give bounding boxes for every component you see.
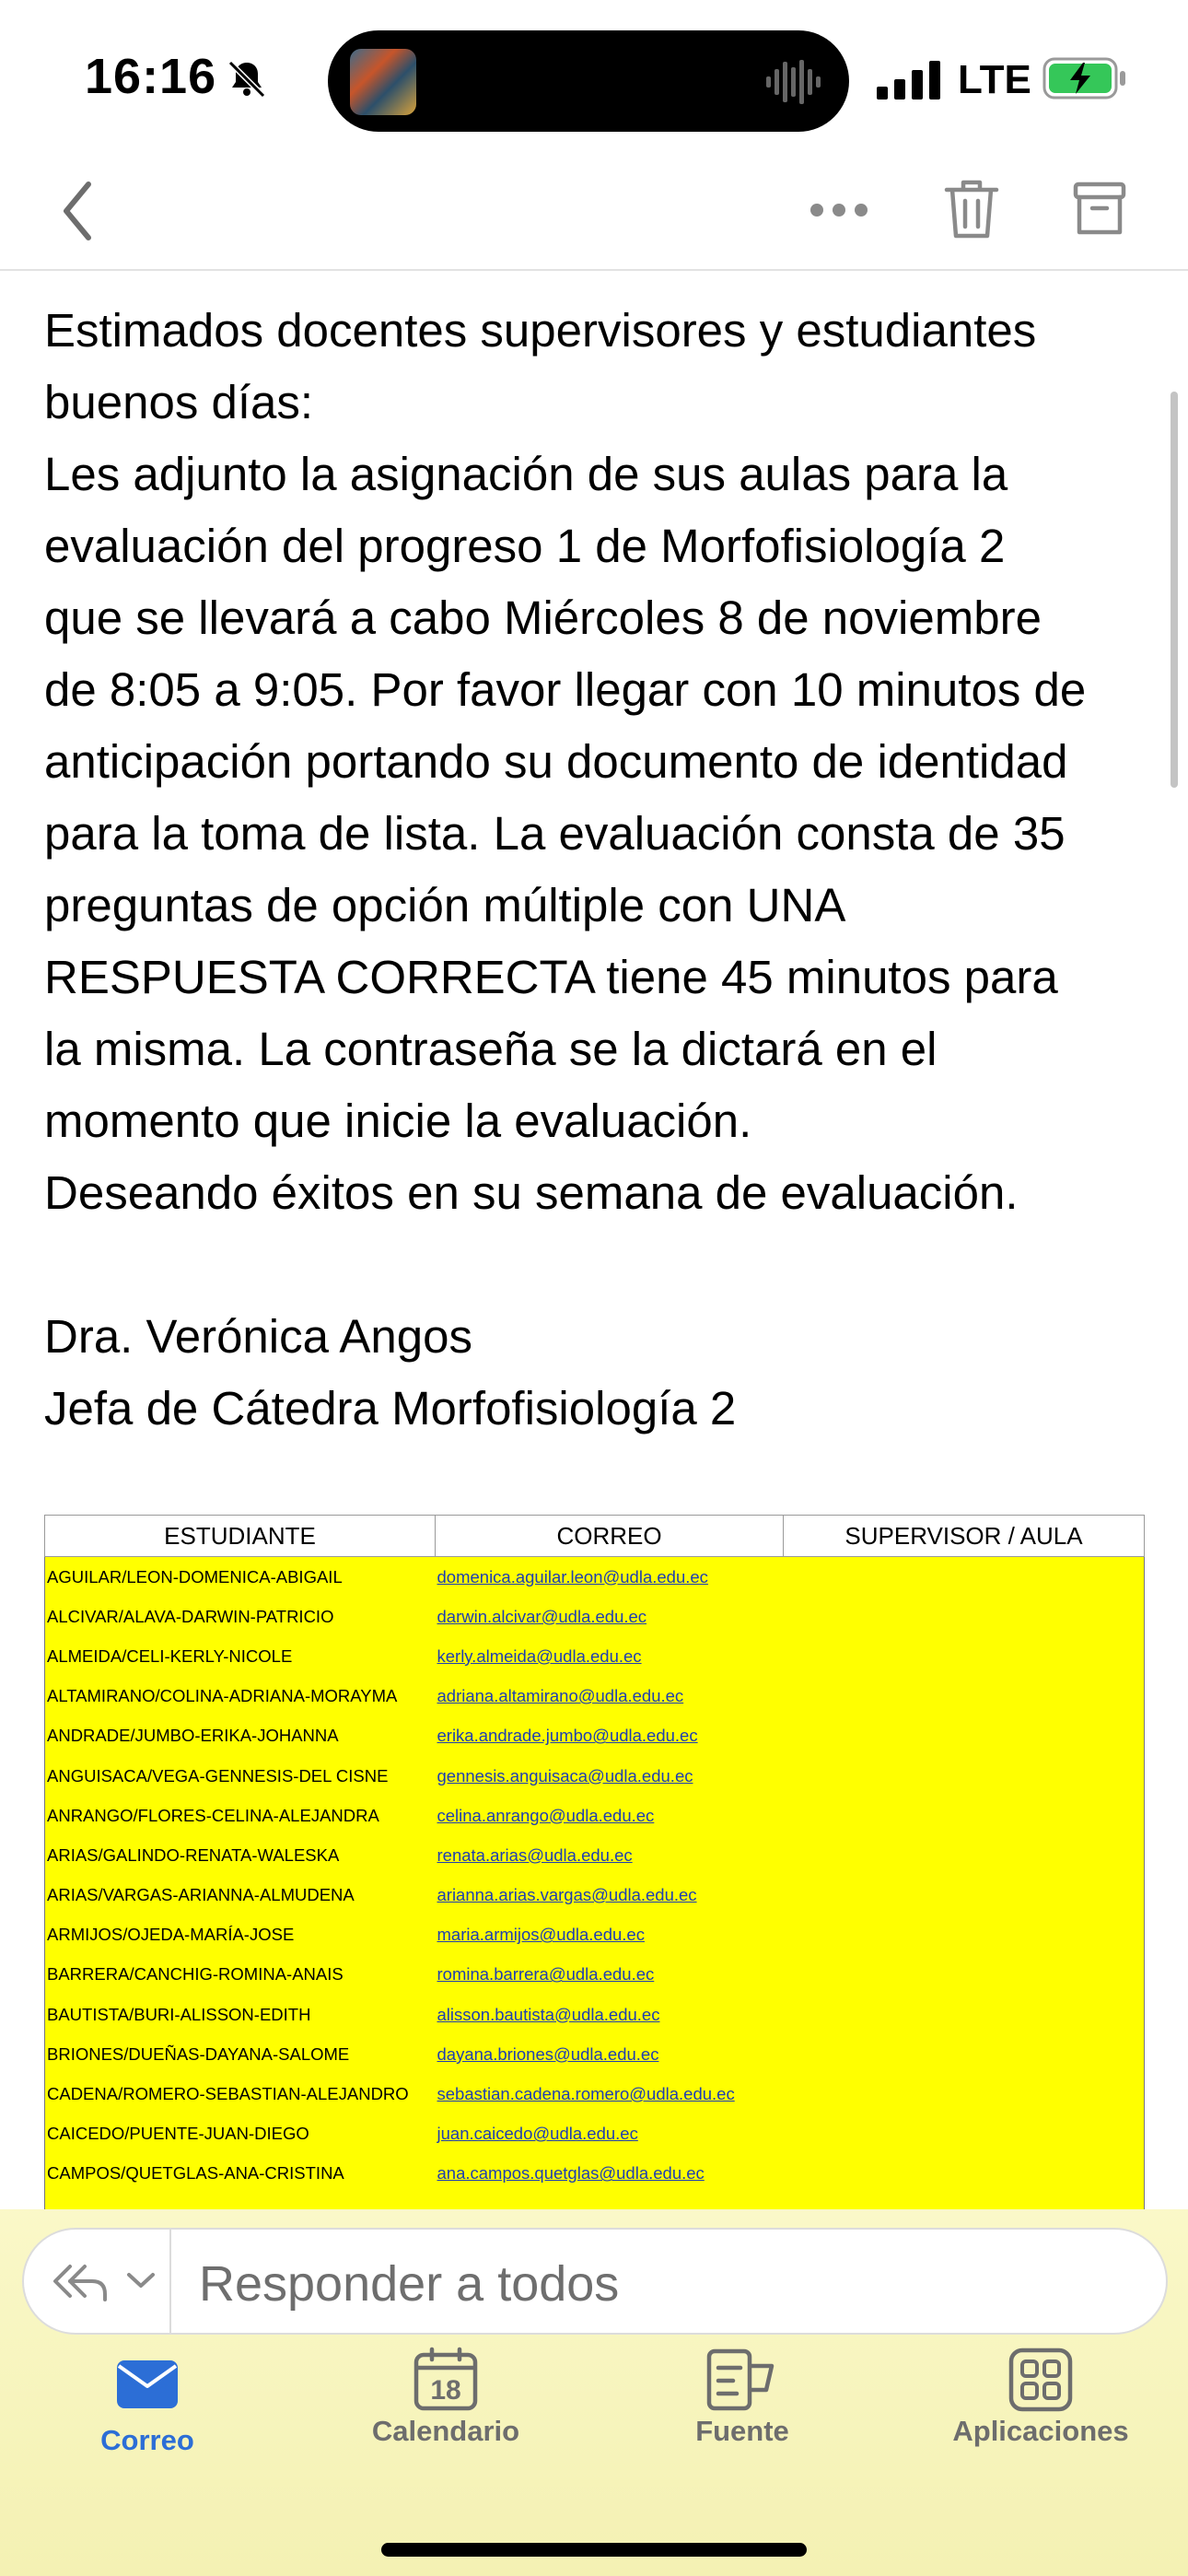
tab-feed[interactable] (623, 2359, 862, 2448)
student-email[interactable]: renata.arias@udla.edu.ec (436, 1835, 784, 1875)
calendar-day-number: 18 (430, 2375, 461, 2406)
supervisor-room (784, 1955, 1145, 1995)
home-indicator[interactable] (381, 2543, 807, 2557)
table-row (45, 2074, 1145, 2113)
tab-calendar[interactable] (326, 2359, 565, 2448)
table-row (45, 1796, 1145, 1835)
student-email[interactable]: domenica.aguilar.leon@udla.edu.ec (436, 1557, 784, 1598)
dynamic-island[interactable] (328, 30, 849, 132)
student-name: CADENA/ROMERO-SEBASTIAN-ALEJANDRO (45, 2074, 436, 2113)
student-name: ALCIVAR/ALAVA-DARWIN-PATRICIO (45, 1597, 436, 1636)
supervisor-room (784, 1835, 1145, 1875)
table-row (45, 1835, 1145, 1875)
tab-calendar-label: Calendario (371, 2415, 520, 2447)
battery-charging-icon (1042, 57, 1127, 100)
student-email[interactable]: adriana.altamirano@udla.edu.ec (436, 1677, 784, 1716)
supervisor-room (784, 2034, 1145, 2074)
student-email[interactable]: alisson.bautista@udla.edu.ec (436, 1995, 784, 2034)
status-time: 16:16 (85, 49, 217, 104)
student-name: ANRANGO/FLORES-CELINA-ALEJANDRA (45, 1796, 436, 1835)
student-name: CAMPOS/QUETGLAS-ANA-CRISTINA (45, 2154, 436, 2194)
student-name: BAUTISTA/BURI-ALISSON-EDITH (45, 1995, 436, 2034)
student-name: ARIAS/GALINDO-RENATA-WALESKA (45, 1835, 436, 1875)
tab-apps[interactable] (921, 2359, 1160, 2448)
bell-slash-icon (225, 57, 269, 101)
message-toolbar (0, 157, 1188, 271)
assignment-table (44, 1515, 1145, 2233)
table-row (45, 2034, 1145, 2074)
supervisor-room (784, 1677, 1145, 1716)
status-bar (0, 0, 1188, 157)
table-row (45, 1955, 1145, 1995)
table-row (45, 1597, 1145, 1636)
now-playing-artwork (350, 49, 416, 115)
chevron-down-icon[interactable] (125, 2270, 157, 2290)
student-email[interactable]: ana.campos.quetglas@udla.edu.ec (436, 2154, 784, 2194)
student-email[interactable]: gennesis.anguisaca@udla.edu.ec (436, 1756, 784, 1796)
supervisor-room (784, 1756, 1145, 1796)
signal-icon (877, 61, 941, 100)
student-name: BRIONES/DUEÑAS-DAYANA-SALOME (45, 2034, 436, 2074)
supervisor-room (784, 1716, 1145, 1756)
supervisor-room (784, 2154, 1145, 2194)
audio-waveform-icon (764, 56, 821, 108)
student-email[interactable]: kerly.almeida@udla.edu.ec (436, 1636, 784, 1676)
apps-icon (1008, 2348, 1073, 2412)
student-email[interactable]: sebastian.cadena.romero@udla.edu.ec (436, 2074, 784, 2113)
mail-icon (115, 2359, 180, 2410)
table-row (45, 2114, 1145, 2154)
reply-all-icon[interactable] (50, 2259, 109, 2303)
student-name: ANGUISACA/VEGA-GENNESIS-DEL CISNE (45, 1756, 436, 1796)
student-name: ALTAMIRANO/COLINA-ADRIANA-MORAYMA (45, 1677, 436, 1716)
table-row (45, 1915, 1145, 1955)
feed-icon (705, 2348, 779, 2412)
tab-apps-label: Aplicaciones (952, 2415, 1129, 2447)
supervisor-room (784, 1876, 1145, 1915)
student-name: CAICEDO/PUENTE-JUAN-DIEGO (45, 2114, 436, 2154)
table-row (45, 1716, 1145, 1756)
student-email[interactable]: celina.anrango@udla.edu.ec (436, 1796, 784, 1835)
student-name: ALMEIDA/CELI-KERLY-NICOLE (45, 1636, 436, 1676)
network-type: LTE (958, 57, 1031, 102)
scrollbar[interactable] (1171, 392, 1178, 788)
supervisor-room (784, 2114, 1145, 2154)
trash-icon[interactable] (943, 177, 1000, 241)
student-email[interactable]: juan.caicedo@udla.edu.ec (436, 2114, 784, 2154)
tab-mail[interactable] (28, 2359, 267, 2457)
student-email[interactable]: arianna.arias.vargas@udla.edu.ec (436, 1876, 784, 1915)
header-email: CORREO (436, 1516, 784, 1557)
bottom-bar (0, 2209, 1188, 2576)
message-body: Estimados docentes supervisores y estudiantes buenos días: Les adjunto la asignación de sus aulas para la evaluación del progreso 1 de Morfofisiología 2 que se llevará a cabo Miércoles 8 de noviembre de 8:05 a 9:05. Por favor llegar con 10 minutos de anticipación portando su documento de identidad para la toma de lista. La evaluación consta de 35 preguntas de opción múltiple con UNA RESPUESTA CORRECTA tiene 45 minutos para la misma. La contraseña se la dictará en el momento que inicie la evaluación. Deseando éxitos en su semana de evaluación. Dra. Verónica Angos Jefa de Cátedra Morfofisiología 2 (44, 304, 1087, 1434)
table-row (45, 1995, 1145, 2034)
table-row (45, 1876, 1145, 1915)
student-email[interactable]: dayana.briones@udla.edu.ec (436, 2034, 784, 2074)
supervisor-room (784, 1915, 1145, 1955)
more-icon[interactable] (809, 201, 869, 219)
calendar-icon (413, 2348, 478, 2412)
table-header-row (45, 1516, 1145, 1557)
reply-divider (169, 2230, 171, 2333)
header-student: ESTUDIANTE (45, 1516, 436, 1557)
student-email[interactable]: erika.andrade.jumbo@udla.edu.ec (436, 1716, 784, 1756)
student-name: ANDRADE/JUMBO-ERIKA-JOHANNA (45, 1716, 436, 1756)
supervisor-room (784, 1557, 1145, 1598)
table-row (45, 1756, 1145, 1796)
student-name: AGUILAR/LEON-DOMENICA-ABIGAIL (45, 1557, 436, 1598)
table-row (45, 2154, 1145, 2194)
supervisor-room (784, 2074, 1145, 2113)
student-name: ARIAS/VARGAS-ARIANNA-ALMUDENA (45, 1876, 436, 1915)
tab-feed-label: Fuente (695, 2415, 789, 2447)
back-chevron-icon[interactable] (59, 179, 96, 243)
student-email[interactable]: darwin.alcivar@udla.edu.ec (436, 1597, 784, 1636)
header-supervisor: SUPERVISOR / AULA (784, 1516, 1145, 1557)
student-name: BARRERA/CANCHIG-ROMINA-ANAIS (45, 1955, 436, 1995)
table-row (45, 1636, 1145, 1676)
tab-mail-label: Correo (100, 2424, 194, 2456)
supervisor-room (784, 1597, 1145, 1636)
table-row (45, 1557, 1145, 1598)
supervisor-room (784, 1995, 1145, 2034)
reply-all-bar[interactable] (22, 2228, 1168, 2335)
assignment-table-image (44, 1515, 1144, 2211)
supervisor-room (784, 1636, 1145, 1676)
student-name: ARMIJOS/OJEDA-MARÍA-JOSE (45, 1915, 436, 1955)
table-row (45, 1677, 1145, 1716)
student-email[interactable]: romina.barrera@udla.edu.ec (436, 1955, 784, 1995)
student-email[interactable]: maria.armijos@udla.edu.ec (436, 1915, 784, 1955)
archive-icon[interactable] (1072, 181, 1127, 238)
supervisor-room (784, 1796, 1145, 1835)
reply-all-label[interactable]: Responder a todos (199, 2256, 620, 2312)
